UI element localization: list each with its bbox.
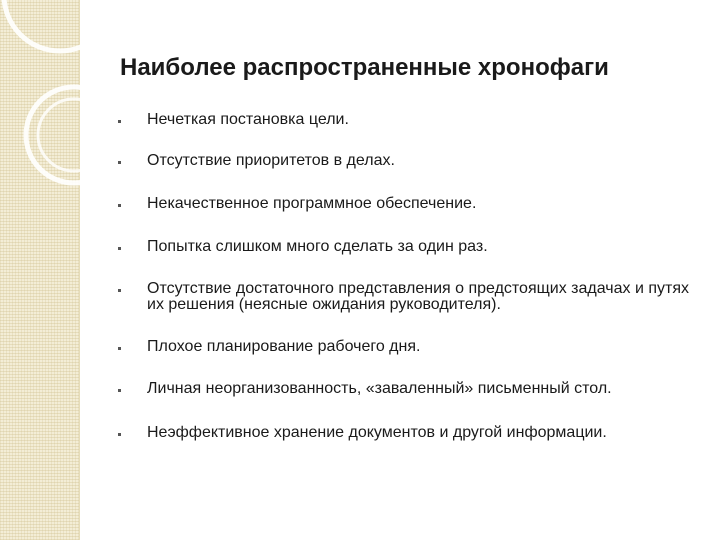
bullet-text: Некачественное программное обеспечение. bbox=[147, 195, 477, 212]
bullet-text: Личная неорганизованность, «заваленный» письменный стол. bbox=[147, 380, 612, 397]
ring-middle bbox=[26, 87, 122, 183]
ring-middle-inner bbox=[38, 99, 110, 171]
bullet-text: Отсутствие приоритетов в делах. bbox=[147, 152, 395, 169]
bullet-marker bbox=[118, 289, 121, 292]
bullet-marker bbox=[118, 247, 121, 250]
ring-top bbox=[4, 0, 116, 51]
bullet-marker bbox=[118, 389, 121, 392]
bullet-text: Попытка слишком много сделать за один раз. bbox=[147, 238, 488, 255]
bullet-marker bbox=[118, 161, 121, 164]
bullet-marker bbox=[118, 433, 121, 436]
bullet-text: Отсутствие достаточного представления о предстоящих задачах и путях их решения (неясные ожидания руководителя). bbox=[147, 280, 689, 313]
decorative-rings bbox=[0, 0, 180, 200]
bullet-text: Плохое планирование рабочего дня. bbox=[147, 338, 421, 355]
bullet-marker bbox=[118, 204, 121, 207]
bullet-marker bbox=[118, 347, 121, 350]
bullet-text: Неэффективное хранение документов и другой информации. bbox=[147, 424, 607, 441]
slide-title: Наиболее распространенные хронофаги bbox=[120, 54, 609, 81]
bullet-marker bbox=[118, 120, 121, 123]
bullet-text: Нечеткая постановка цели. bbox=[147, 111, 349, 128]
